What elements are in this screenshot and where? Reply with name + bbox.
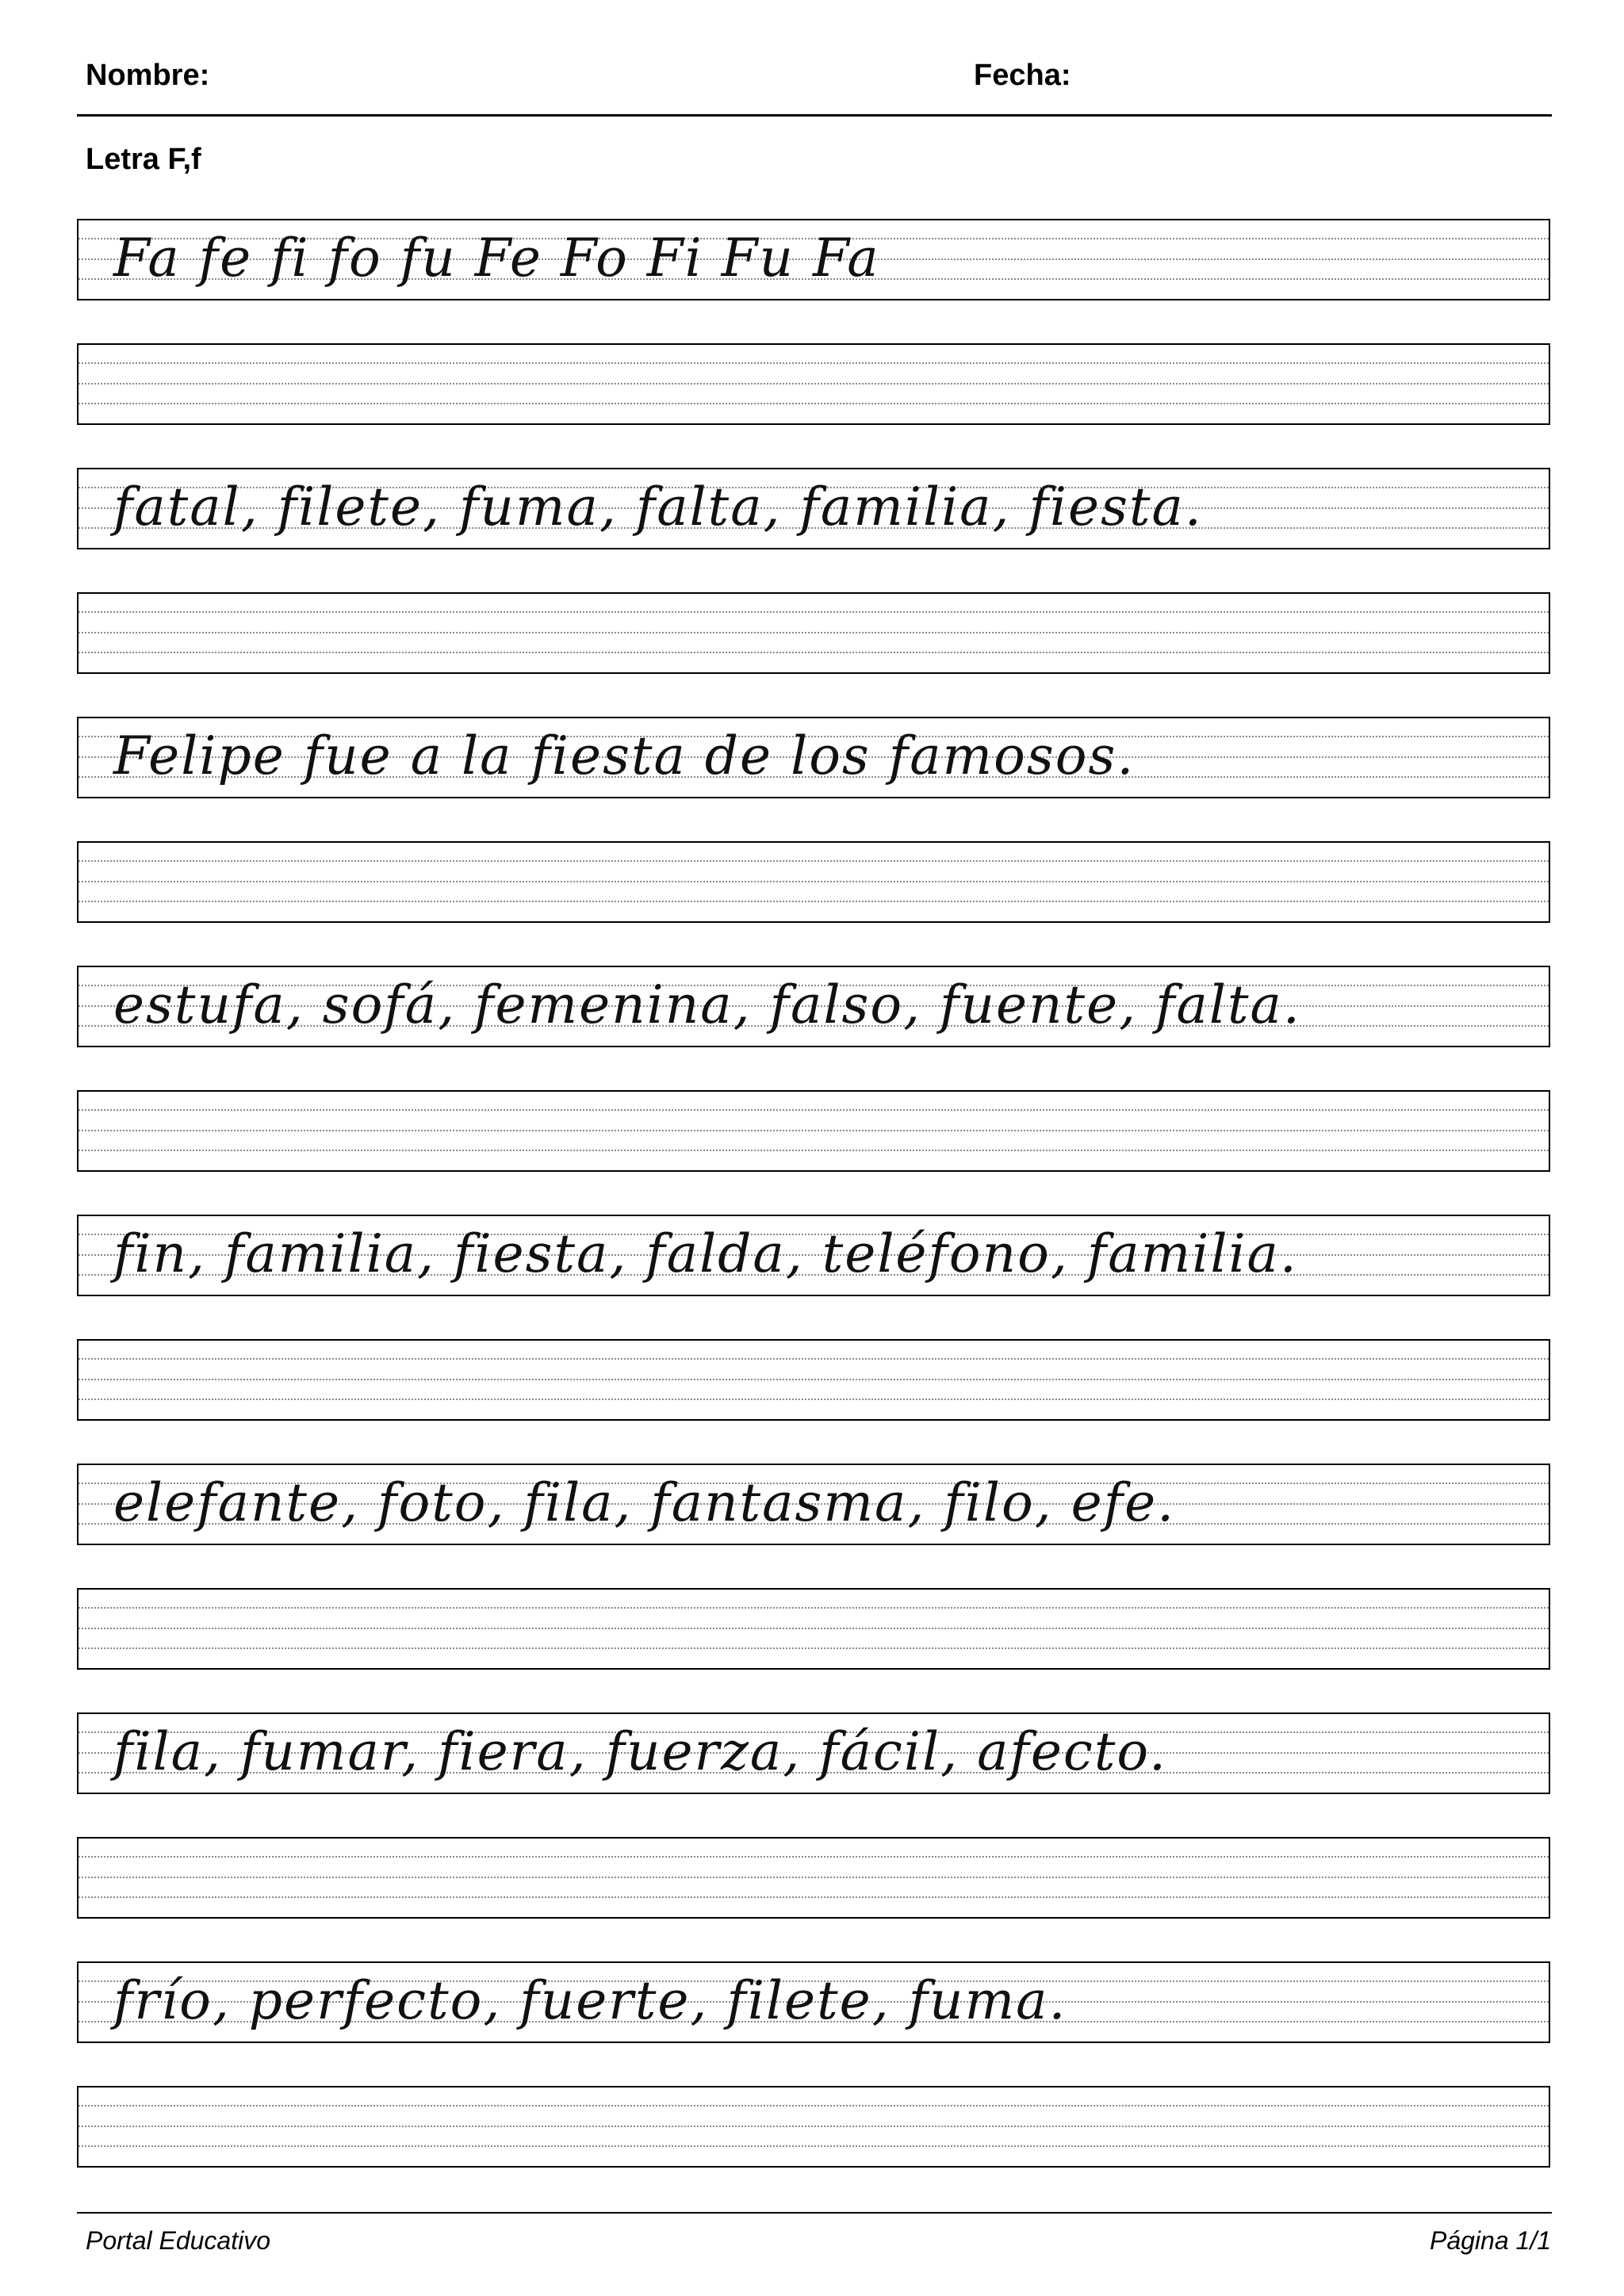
header-rule [77,114,1552,117]
writing-line [77,1464,1550,1545]
line-text: elefante, foto, fila, fantasma, filo, efe. [113,1472,1176,1533]
writing-line[interactable] [77,1837,1550,1919]
footer-left: Portal Educativo [86,2226,271,2255]
line-text: estufa, sofá, femenina, falso, fuente, falta. [113,974,1301,1035]
footer-right: Página 1/1 [1429,2226,1551,2255]
date-label: Fecha: [974,59,1071,92]
writing-line [77,717,1550,798]
writing-line [77,219,1550,300]
line-text: fatal, filete, fuma, falta, familia, fiesta. [113,476,1203,538]
writing-line[interactable] [77,1339,1550,1421]
writing-line[interactable] [77,841,1550,923]
line-text: Fa fe fi fo fu Fe Fo Fi Fu Fa [113,228,880,289]
writing-line[interactable] [77,2086,1550,2168]
writing-line[interactable] [77,1090,1550,1172]
writing-line[interactable] [77,1588,1550,1670]
worksheet-subtitle: Letra F,f [86,143,201,176]
line-text: fila, fumar, fiera, fuerza, fácil, afecto. [113,1721,1167,1782]
line-text: frío, perfecto, fuerte, filete, fuma. [113,1970,1067,2031]
line-text: Felipe fue a la fiesta de los famosos. [113,725,1136,786]
writing-line [77,966,1550,1047]
line-text: fin, familia, fiesta, falda, teléfono, familia. [113,1223,1298,1284]
writing-line [77,1961,1550,2043]
writing-line [77,1712,1550,1794]
writing-line[interactable] [77,592,1550,674]
footer-rule [77,2212,1552,2214]
name-label: Nombre: [86,59,210,92]
writing-line [77,1215,1550,1296]
writing-line [77,468,1550,549]
writing-line[interactable] [77,343,1550,425]
